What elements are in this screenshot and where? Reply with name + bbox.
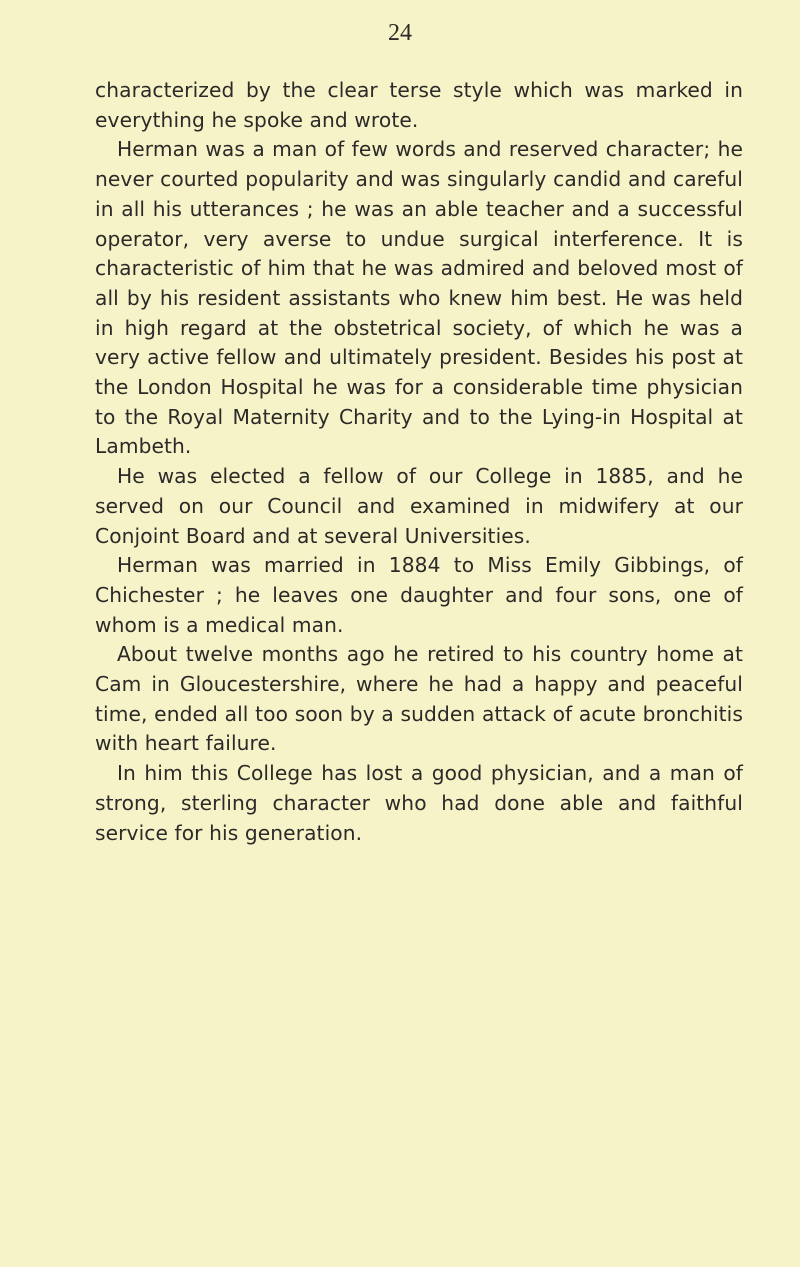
page-number: 24 (388, 20, 412, 46)
body-text (95, 76, 743, 848)
paragraph-4: Herman was married in 1884 to Miss Emily Gibbings, of Chichester ; he leaves one daughter and four sons, one of whom is a medical man. (95, 553, 743, 637)
paragraph-5: About twelve months ago he retired to his country home at Cam in Gloucestershire, where he had a happy and peaceful time, ended all too soon by a sudden attack of acute bronchitis with heart failure. (95, 642, 743, 756)
paragraph-6: In him this College has lost a good physician, and a man of strong, sterling character who had done able and faithful service for his generation. (95, 761, 743, 845)
paragraph-1: characterized by the clear terse style which was marked in everything he spoke and wrote. (95, 78, 743, 132)
paragraph-2: Herman was a man of few words and reserved character; he never courted popularity and was singularly candid and careful in all his utterances ; he was an able teacher and a successful operator, very averse to undue surgical interference. It is characteristic of him that he was admired and beloved most of all by his resident assistants who knew him best. He was held in high regard at the obstetrical society, of which he was a very active fellow and ultimately president. Besides his post at the London Hospital he was for a considerable time physician to the Royal Maternity Charity and to the Lying-in Hospital at Lambeth. (95, 137, 743, 459)
paragraph-3: He was elected a fellow of our College in 1885, and he served on our Council and examined in midwifery at our Conjoint Board and at several Universities. (95, 464, 743, 548)
